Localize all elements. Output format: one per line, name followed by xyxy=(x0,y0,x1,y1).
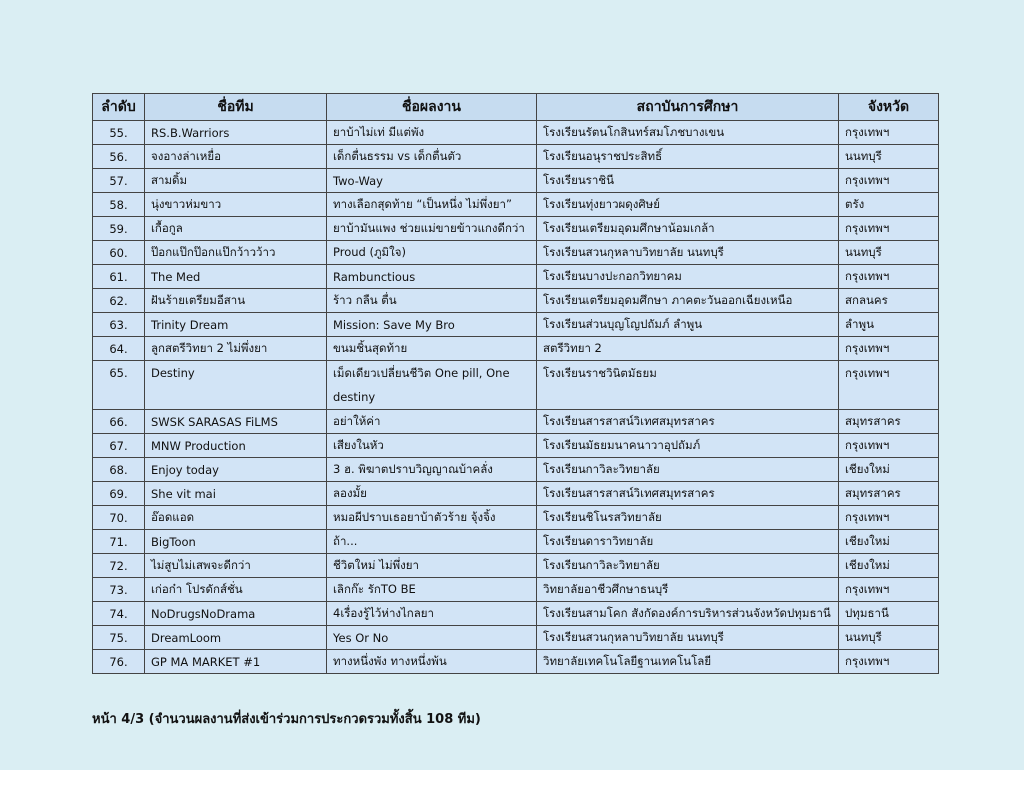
cell-institution: โรงเรียนส่วนบุญโญปถัมภ์ ลำพูน xyxy=(537,313,839,337)
cell-team-name: เกื้อกูล xyxy=(145,217,327,241)
cell-institution: โรงเรียนราชินี xyxy=(537,169,839,193)
table-row xyxy=(93,506,939,530)
cell-institution: โรงเรียนรัตนโกสินทร์สมโภชบางเขน xyxy=(537,121,839,145)
cell-province: ปทุมธานี xyxy=(839,602,939,626)
cell-work-title: ขนมชิ้นสุดท้าย xyxy=(327,337,537,361)
cell-number: 75. xyxy=(93,626,145,650)
table-row xyxy=(93,626,939,650)
cell-province: กรุงเทพฯ xyxy=(839,434,939,458)
table-row xyxy=(93,361,939,410)
cell-work-title: Two-Way xyxy=(327,169,537,193)
cell-institution: วิทยาลัยอาชีวศึกษาธนบุรี xyxy=(537,578,839,602)
cell-province: กรุงเทพฯ xyxy=(839,121,939,145)
cell-institution: โรงเรียนเตรียมอุดมศึกษาน้อมเกล้า xyxy=(537,217,839,241)
cell-work-title: อย่าให้ค่า xyxy=(327,410,537,434)
cell-work-title: 3 ฮ. พิฆาตปราบวิญญาณบ้าคลั่ง xyxy=(327,458,537,482)
cell-team-name: MNW Production xyxy=(145,434,327,458)
cell-province: เชียงใหม่ xyxy=(839,554,939,578)
cell-team-name: She vit mai xyxy=(145,482,327,506)
cell-team-name: ฝันร้ายเตรียมอีสาน xyxy=(145,289,327,313)
cell-work-title: Mission: Save My Bro xyxy=(327,313,537,337)
header-province: จังหวัด xyxy=(839,94,939,121)
cell-institution: โรงเรียนสามโคก สังกัดองค์การบริหารส่วนจังหวัดปทุมธานี xyxy=(537,602,839,626)
cell-work-title: Yes Or No xyxy=(327,626,537,650)
cell-institution: โรงเรียนกาวิละวิทยาลัย xyxy=(537,554,839,578)
cell-number: 69. xyxy=(93,482,145,506)
cell-team-name: RS.B.Warriors xyxy=(145,121,327,145)
table-row xyxy=(93,265,939,289)
cell-work-title: Rambunctious xyxy=(327,265,537,289)
cell-team-name: SWSK SARASAS FiLMS xyxy=(145,410,327,434)
page-footer-note: หน้า 4/3 (จำนวนผลงานที่ส่งเข้าร่วมการประกวดรวมทั้งสิ้น 108 ทีม) xyxy=(92,712,481,727)
header-institution: สถาบันการศึกษา xyxy=(537,94,839,121)
cell-institution: โรงเรียนมัธยมนาคนาวาอุปถัมภ์ xyxy=(537,434,839,458)
table-row xyxy=(93,193,939,217)
cell-institution: โรงเรียนทุ่งยาวผดุงศิษย์ xyxy=(537,193,839,217)
cell-number: 59. xyxy=(93,217,145,241)
cell-number: 74. xyxy=(93,602,145,626)
cell-institution: โรงเรียนบางปะกอกวิทยาคม xyxy=(537,265,839,289)
cell-work-title: ลองมั้ย xyxy=(327,482,537,506)
cell-work-title: ทางเลือกสุดท้าย “เป็นหนึ่ง ไม่พึ่งยา” xyxy=(327,193,537,217)
table-row xyxy=(93,121,939,145)
cell-work-title: หมอผีปราบเธอยาบ้าตัวร้าย จุ้งจิ้ง xyxy=(327,506,537,530)
table-row xyxy=(93,578,939,602)
cell-number: 58. xyxy=(93,193,145,217)
cell-institution: โรงเรียนชิโนรสวิทยาลัย xyxy=(537,506,839,530)
cell-institution: โรงเรียนดาราวิทยาลัย xyxy=(537,530,839,554)
cell-work-title: ร้าว กลืน ตื่น xyxy=(327,289,537,313)
cell-number: 71. xyxy=(93,530,145,554)
cell-province: กรุงเทพฯ xyxy=(839,506,939,530)
cell-province: กรุงเทพฯ xyxy=(839,361,939,410)
cell-number: 66. xyxy=(93,410,145,434)
cell-number: 73. xyxy=(93,578,145,602)
cell-team-name: เก่อก๋า โปรดักส์ชั่น xyxy=(145,578,327,602)
cell-institution: โรงเรียนราชวินิตมัธยม xyxy=(537,361,839,410)
cell-work-title: เด็กตื่นธรรม vs เด็กตื่นตัว xyxy=(327,145,537,169)
team-list-table xyxy=(92,93,939,674)
cell-team-name: GP MA MARKET #1 xyxy=(145,650,327,674)
table-row xyxy=(93,602,939,626)
cell-province: นนทบุรี xyxy=(839,626,939,650)
cell-number: 68. xyxy=(93,458,145,482)
cell-team-name: จงอางล่าเหยื่อ xyxy=(145,145,327,169)
cell-province: นนทบุรี xyxy=(839,145,939,169)
cell-province: กรุงเทพฯ xyxy=(839,217,939,241)
table-row xyxy=(93,169,939,193)
cell-team-name: BigToon xyxy=(145,530,327,554)
cell-number: 64. xyxy=(93,337,145,361)
cell-work-title: เม็ดเดียวเปลี่ยนชีวิต One pill, One destiny xyxy=(327,361,537,410)
cell-number: 70. xyxy=(93,506,145,530)
table-row xyxy=(93,217,939,241)
cell-number: 72. xyxy=(93,554,145,578)
cell-province: เชียงใหม่ xyxy=(839,530,939,554)
cell-work-title: ถ้า... xyxy=(327,530,537,554)
cell-team-name: Trinity Dream xyxy=(145,313,327,337)
cell-team-name: ลูกสตรีวิทยา 2 ไม่พึ่งยา xyxy=(145,337,327,361)
cell-number: 61. xyxy=(93,265,145,289)
cell-team-name: ป๊อกแป๊กป๊อกแป๊กว้าวว้าว xyxy=(145,241,327,265)
table-row xyxy=(93,241,939,265)
cell-team-name: ไม่สูบไม่เสพจะดีกว่า xyxy=(145,554,327,578)
cell-number: 60. xyxy=(93,241,145,265)
cell-institution: โรงเรียนกาวิละวิทยาลัย xyxy=(537,458,839,482)
cell-province: เชียงใหม่ xyxy=(839,458,939,482)
cell-institution: สตรีวิทยา 2 xyxy=(537,337,839,361)
cell-province: สกลนคร xyxy=(839,289,939,313)
cell-province: นนทบุรี xyxy=(839,241,939,265)
table-body xyxy=(93,121,939,674)
cell-team-name: Destiny xyxy=(145,361,327,410)
cell-work-title: เสียงในหัว xyxy=(327,434,537,458)
cell-team-name: The Med xyxy=(145,265,327,289)
cell-team-name: DreamLoom xyxy=(145,626,327,650)
table-row xyxy=(93,410,939,434)
cell-work-title: ทางหนึ่งพัง ทางหนึ่งพ้น xyxy=(327,650,537,674)
cell-team-name: นุ่งขาวห่มขาว xyxy=(145,193,327,217)
cell-institution: วิทยาลัยเทคโนโลยีฐานเทคโนโลยี xyxy=(537,650,839,674)
header-team-name: ชื่อทีม xyxy=(145,94,327,121)
table-row xyxy=(93,434,939,458)
cell-number: 55. xyxy=(93,121,145,145)
table-row xyxy=(93,145,939,169)
cell-number: 56. xyxy=(93,145,145,169)
cell-institution: โรงเรียนสวนกุหลาบวิทยาลัย นนทบุรี xyxy=(537,241,839,265)
cell-team-name: อ๊อดแอด xyxy=(145,506,327,530)
table-row xyxy=(93,289,939,313)
table-row xyxy=(93,650,939,674)
cell-work-title: 4เรื่องรู้ไว้ห่างไกลยา xyxy=(327,602,537,626)
cell-province: กรุงเทพฯ xyxy=(839,265,939,289)
cell-work-title: Proud (ภูมิใจ) xyxy=(327,241,537,265)
cell-team-name: สามดิ้ม xyxy=(145,169,327,193)
table-row xyxy=(93,313,939,337)
table-row xyxy=(93,482,939,506)
cell-team-name: NoDrugsNoDrama xyxy=(145,602,327,626)
cell-number: 67. xyxy=(93,434,145,458)
cell-institution: โรงเรียนสวนกุหลาบวิทยาลัย นนทบุรี xyxy=(537,626,839,650)
cell-institution: โรงเรียนสารสาสน์วิเทศสมุทรสาคร xyxy=(537,410,839,434)
cell-province: กรุงเทพฯ xyxy=(839,337,939,361)
cell-work-title: ยาบ้ามันแพง ช่วยแม่ขายข้าวแกงดีกว่า xyxy=(327,217,537,241)
cell-province: ลำพูน xyxy=(839,313,939,337)
header-work-title: ชื่อผลงาน xyxy=(327,94,537,121)
cell-number: 57. xyxy=(93,169,145,193)
cell-province: ตรัง xyxy=(839,193,939,217)
cell-number: 63. xyxy=(93,313,145,337)
cell-work-title: ยาบ้าไม่เท่ มีแต่พัง xyxy=(327,121,537,145)
cell-province: สมุทรสาคร xyxy=(839,410,939,434)
cell-province: กรุงเทพฯ xyxy=(839,578,939,602)
cell-institution: โรงเรียนสารสาสน์วิเทศสมุทรสาคร xyxy=(537,482,839,506)
cell-number: 65. xyxy=(93,361,145,410)
table-header-row xyxy=(93,94,939,121)
cell-number: 62. xyxy=(93,289,145,313)
cell-province: กรุงเทพฯ xyxy=(839,169,939,193)
cell-work-title: ชีวิตใหม่ ไม่พึ่งยา xyxy=(327,554,537,578)
table-row xyxy=(93,530,939,554)
cell-number: 76. xyxy=(93,650,145,674)
table-row xyxy=(93,458,939,482)
cell-province: สมุทรสาคร xyxy=(839,482,939,506)
cell-institution: โรงเรียนเตรียมอุดมศึกษา ภาคตะวันออกเฉียงเหนือ xyxy=(537,289,839,313)
header-number: ลำดับ xyxy=(93,94,145,121)
cell-work-title: เลิกก๊ะ รักTO BE xyxy=(327,578,537,602)
table-row xyxy=(93,337,939,361)
cell-institution: โรงเรียนอนุราชประสิทธิ์ xyxy=(537,145,839,169)
cell-province: กรุงเทพฯ xyxy=(839,650,939,674)
table-row xyxy=(93,554,939,578)
cell-team-name: Enjoy today xyxy=(145,458,327,482)
